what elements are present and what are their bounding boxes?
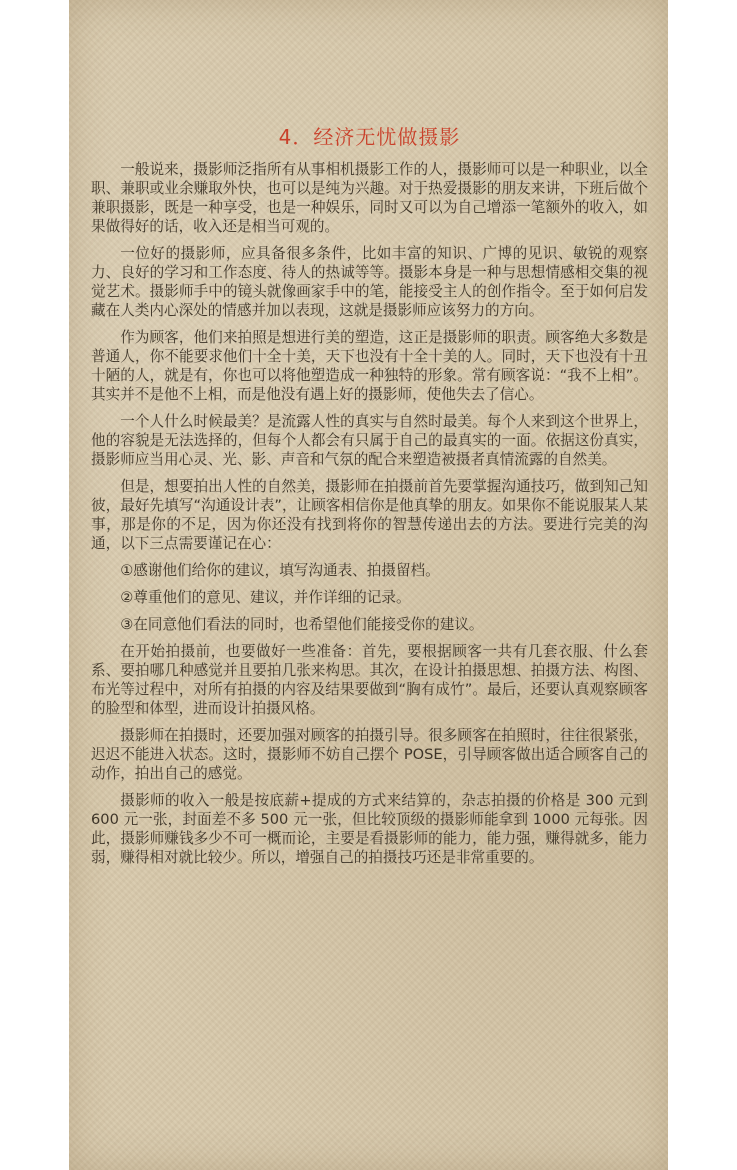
article-body xyxy=(91,122,648,875)
list-item: ①感谢他们给你的建议，填写沟通表、拍摄留档。 xyxy=(120,562,440,579)
section-title: 4．经济无忧做摄影 xyxy=(278,125,461,149)
paper-page xyxy=(69,0,668,1170)
paragraph-income: 摄影师的收入一般是按底薪+提成的方式来结算的，杂志拍摄的价格是 300 元到 600 元一张，封面差不多 500 元一张，但比较顶级的摄影师能拿到 1000 元每张。因此，摄影师赚钱多少不可一概而论，主要是看摄影师的能力，能力强，赚得就多，能力弱，赚得相对就比较少。所以，增强自己的拍摄技巧还是非常重要的。 xyxy=(91,792,648,866)
paragraph-natural-beauty: 一个人什么时候最美？是流露人性的真实与自然时最美。每个人来到这个世界上，他的容貌是无法选择的，但每个人都会有只属于自己的最真实的一面。依据这份真实，摄影师应当用心灵、光、影、声音和气氛的配合来塑造被摄者真情流露的自然美。 xyxy=(91,413,648,468)
paragraph-communication: 但是，想要拍出人性的自然美，摄影师在拍摄前首先要掌握沟通技巧，做到知己知彼，最好先填写“沟通设计表”，让顾客相信你是他真挚的朋友。如果你不能说服某人某事，那是你的不足，因为你还没有找到将你的智慧传递出去的方法。要进行完美的沟通，以下三点需要谨记在心： xyxy=(91,478,648,552)
list-item: ②尊重他们的意见、建议，并作详细的记录。 xyxy=(120,589,411,606)
paragraph-customers: 作为顾客，他们来拍照是想进行美的塑造，这正是摄影师的职责。顾客绝大多数是普通人，你不能要求他们十全十美，天下也没有十全十美的人。同时，天下也没有十丑十陋的人，就是有，你也可以将他塑造成一种独特的形象。常有顾客说：“我不上相”。其实并不是他不上相，而是他没有遇上好的摄影师，使他失去了信心。 xyxy=(91,329,648,403)
paragraph-intro: 一般说来，摄影师泛指所有从事相机摄影工作的人，摄影师可以是一种职业，以全职、兼职或业余赚取外快，也可以是纯为兴趣。对于热爱摄影的朋友来讲，下班后做个兼职摄影，既是一种享受，也是一种娱乐，同时又可以为自己增添一笔额外的收入，如果做得好的话，收入还是相当可观的。 xyxy=(91,161,648,235)
paragraph-qualities: 一位好的摄影师，应具备很多条件，比如丰富的知识、广博的见识、敏锐的观察力、良好的学习和工作态度、待人的热诚等等。摄影本身是一种与思想情感相交集的视觉艺术。摄影师手中的镜头就像画家手中的笔，能接受主人的创作指令。至于如何启发藏在人类内心深处的情感并加以表现，这就是摄影师应该努力的方向。 xyxy=(91,245,648,319)
list-item: ③在同意他们看法的同时，也希望他们能接受你的建议。 xyxy=(120,616,484,633)
paragraph-guidance: 摄影师在拍摄时，还要加强对顾客的拍摄引导。很多顾客在拍照时，往往很紧张，迟迟不能进入状态。这时，摄影师不妨自己摆个 POSE，引导顾客做出适合顾客自己的动作，拍出自己的感觉。 xyxy=(91,727,648,782)
paragraph-preparation: 在开始拍摄前，也要做好一些准备：首先，要根据顾客一共有几套衣服、什么套系、要拍哪几种感觉并且要拍几张来构思。其次，在设计拍摄思想、拍摄方法、构图、布光等过程中，对所有拍摄的内容及结果要做到“胸有成竹”。最后，还要认真观察顾客的脸型和体型，进而设计拍摄风格。 xyxy=(91,643,648,717)
